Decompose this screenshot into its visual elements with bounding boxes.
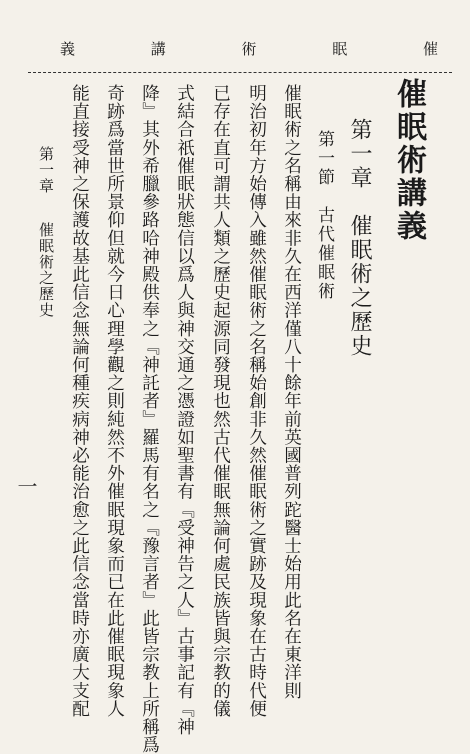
body-column: 催眠術之名稱由來非久在西洋僅八十餘年前英國普列跎醫士始用此名在東洋則 <box>281 84 302 700</box>
running-header-char: 講 <box>150 40 168 58</box>
running-header-char: 催 <box>422 40 440 58</box>
body-column: 降』其外希臘參路哈神殿供奉之『神託者』羅馬有名之『豫言者』此皆宗教上所稱爲 <box>139 84 160 754</box>
running-header <box>60 38 440 59</box>
running-header-char: 眠 <box>332 40 350 58</box>
header-rule <box>28 72 452 73</box>
page-number: 一 <box>14 476 38 496</box>
body-column: 能直接受神之保護故基此信念無論何種疾病神必能治愈之此信念當時亦廣大支配 <box>69 84 90 718</box>
footer-title: 催眠術之歷史 <box>37 222 55 318</box>
footer-chapter: 第一章 <box>37 146 55 194</box>
body-column: 明治初年方始傳入雖然催眠術之名稱始創非久然催眠術之實跡及現象在古時代便 <box>246 84 267 718</box>
body-column: 式結合祇催眠狀態信以爲人與神交通之憑證如聖書有『受神告之人』古事記有『神 <box>174 84 195 736</box>
chapter-heading: 第一章 催眠術之歷史 <box>347 118 372 358</box>
running-header-char: 義 <box>60 40 78 58</box>
book-title: 催眠術講義 <box>391 78 426 243</box>
section-heading: 第一節 古代催眠術 <box>314 130 334 301</box>
running-header-char: 術 <box>241 40 259 58</box>
body-column: 奇跡爲當世所景仰但就今日心理學觀之則純然不外催眠現象而已在此催眠現象人 <box>104 84 125 718</box>
body-column: 已存在直可謂共人類之歷史起源同發現也然古代催眠無論何處民族皆與宗教的儀 <box>210 84 231 718</box>
